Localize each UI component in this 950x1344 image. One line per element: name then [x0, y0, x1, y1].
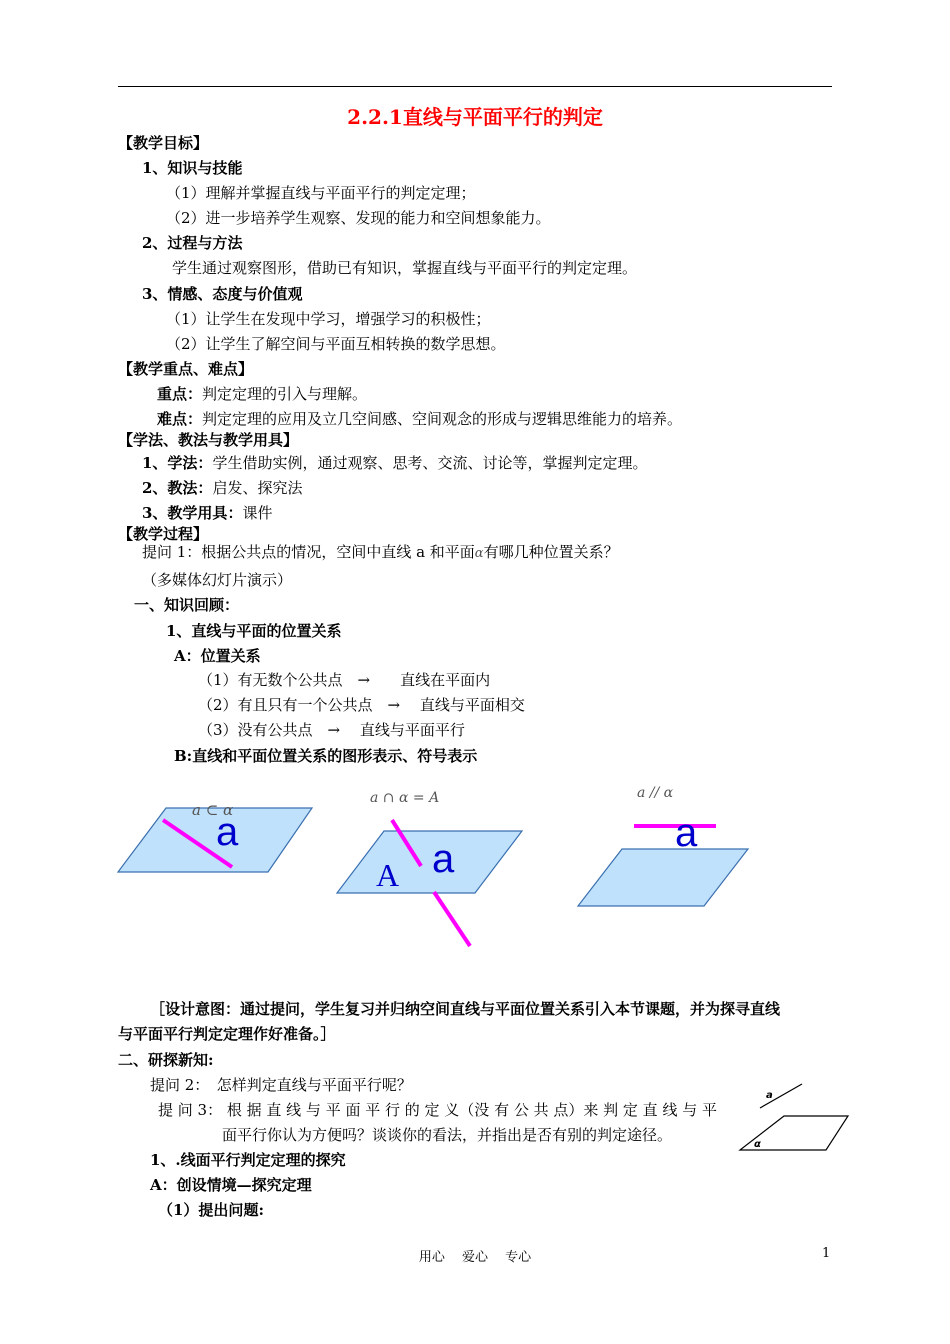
objective-1-title: 1、知识与技能 [142, 159, 243, 177]
methods-heading: 【学法、教法与教学用具】 [118, 431, 299, 449]
relation-b-title: B:直线和平面位置关系的图形表示、符号表示 [174, 747, 478, 765]
relation-1: （1）有无数个公共点 → 直线在平面内 [198, 671, 491, 689]
objectives-heading: 【教学目标】 [118, 134, 209, 152]
focus-label: 重点： [157, 385, 203, 403]
footer-motto: 用心 爱心 专心 [418, 1250, 532, 1265]
review-title: 一、知识回顾： [134, 596, 240, 614]
method-2-label: 2、教法： [142, 479, 213, 497]
relation-2: （2）有且只有一个公共点 → 直线与平面相交 [198, 696, 525, 714]
sketch-background [735, 1077, 850, 1153]
multimedia-note: （多媒体幻灯片演示） [142, 571, 293, 589]
alpha-symbol: α [474, 546, 484, 561]
line-lower-segment [434, 892, 470, 946]
fig3-symbol: a // α [637, 785, 674, 801]
relation-3: （3）没有公共点 → 直线与平面平行 [198, 721, 465, 739]
explore-title: 二、研探新知: [118, 1051, 214, 1069]
sketch-plane-label: α [754, 1139, 761, 1150]
difficulty-label: 难点： [157, 410, 203, 428]
plane-fig2 [337, 831, 522, 893]
objective-2-line-1: 学生通过观察图形，借助已有知识，掌握直线与平面平行的判定定理。 [172, 259, 638, 277]
fig2-line-label: a [432, 837, 455, 881]
objective-3-line-1: （1）让学生在发现中学习，增强学习的积极性； [166, 310, 491, 328]
method-1-text: 学生借助实例，通过观察、思考、交流、讨论等，掌握判定定理。 [212, 454, 648, 472]
fig1-line-label: a [216, 810, 239, 854]
process-heading: 【教学过程】 [118, 525, 209, 543]
difficulty-text: 判定定理的应用及立几空间感、空间观念的形成与逻辑思维能力的培养。 [202, 410, 683, 428]
objective-1-line-2: （2）进一步培养学生观察、发现的能力和空间想象能力。 [166, 209, 551, 227]
document-title: 2.2.1直线与平面平行的判定 [347, 105, 603, 129]
plane-fig3 [578, 849, 748, 906]
page-number: 1 [822, 1246, 831, 1261]
theorem-section-title: 1、.线面平行判定定理的探究 [150, 1151, 346, 1169]
relation-section-title: 1、直线与平面的位置关系 [166, 622, 342, 640]
question-2: 提问 2： 怎样判定直线与平面平行呢？ [150, 1076, 412, 1094]
question-1-part-b: 有哪几种位置关系？ [483, 543, 619, 561]
design-intent-line-1: ［设计意图：通过提问，学生复习并归纳空间直线与平面位置关系引入本节课题，并为探寻直线 [150, 1000, 781, 1018]
fig2-point-label: A [376, 857, 400, 893]
fig2-symbol: a ∩ α = A [370, 790, 440, 806]
fig3-line-label: a [675, 811, 698, 855]
method-1-label: 1、学法： [142, 454, 213, 472]
method-2-text: 启发、探究法 [212, 479, 303, 497]
question-3-line-1: 提 问 3： 根 据 直 线 与 平 面 平 行 的 定 义（没 有 公 共 点）来 判 定 直 线 与 平 [158, 1101, 717, 1119]
small-parallel-sketch [735, 1077, 850, 1153]
method-3-text: 课件 [242, 504, 273, 522]
method-3-label: 3、教学用具： [142, 504, 243, 522]
theorem-a-title: A：创设情境—探究定理 [150, 1176, 312, 1194]
relation-a-title: A：位置关系 [174, 647, 261, 665]
raise-question: （1）提出问题: [158, 1201, 264, 1219]
objective-2-title: 2、过程与方法 [142, 234, 243, 252]
objective-3-title: 3、情感、态度与价值观 [142, 285, 303, 303]
objective-3-line-2: （2）让学生了解空间与平面互相转换的数学思想。 [166, 335, 506, 353]
question-3-line-2: 面平行你认为方便吗？谈谈你的看法，并指出是否有别的判定途径。 [222, 1126, 673, 1144]
fig1-symbol: a ⊂ α [192, 801, 234, 819]
design-intent-line-2: 与平面平行判定定理作好准备。］ [118, 1025, 336, 1043]
objective-1-line-1: （1）理解并掌握直线与平面平行的判定定理； [166, 184, 476, 202]
question-1-part-a: 提问 1：根据公共点的情况，空间中直线 a 和平面 [142, 543, 475, 561]
keypoints-heading: 【教学重点、难点】 [118, 360, 254, 378]
sketch-line-label: a [766, 1090, 773, 1101]
focus-text: 判定定理的引入与理解。 [202, 385, 368, 403]
